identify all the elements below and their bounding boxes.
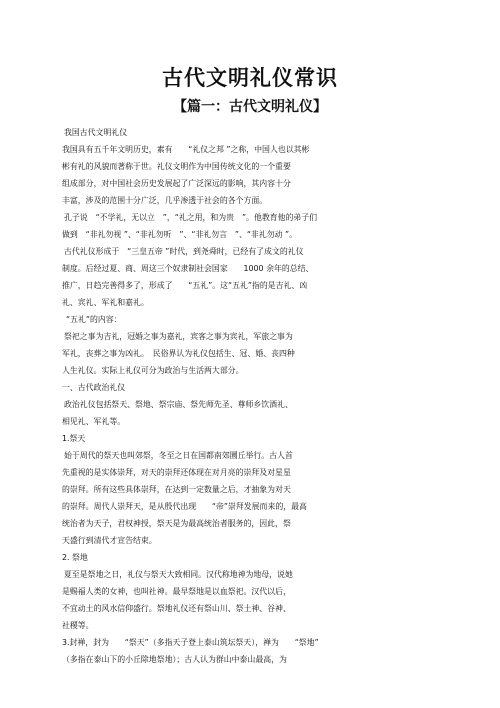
- body-line: 的崇拜。所有这些具体崇拜，在达到一定数量之后，才抽象为对天: [62, 485, 291, 494]
- body-line: “五礼”的内容：: [66, 315, 122, 324]
- body-line: 孔子说 “不学礼，无以立 ”，“礼之用，和为贵 ”。他教育他的弟子们: [64, 213, 318, 222]
- body-line: 我国古代文明礼仪: [64, 128, 128, 137]
- body-line: 彬有礼的风貌而著称于世。礼仪文明作为中国传统文化的一个重要: [62, 162, 291, 171]
- body-line: 社稷等。: [62, 621, 94, 630]
- body-line: （多指在泰山下的小丘除地祭地）；古人认为群山中泰山最高，为: [62, 655, 287, 664]
- body-line: 丰富，涉及的范围十分广泛，几乎渗透于社会的各个方面。: [62, 196, 268, 205]
- body-line: 祭祀之事为吉礼，冠婚之事为嘉礼，宾客之事为宾礼，军旅之事为: [64, 332, 293, 341]
- body-line: 天盛行到清代才宣告结束。: [62, 536, 157, 545]
- page-title: 古代文明礼仪常识: [162, 66, 338, 90]
- body-line: 1.祭天: [62, 434, 86, 443]
- body-line: 始于周代的祭天也叫郊祭，冬至之日在国都南郊圜丘举行。古人首: [64, 451, 293, 460]
- body-line: 一、古代政治礼仪: [62, 383, 126, 392]
- body-line: 是赐福人类的女神，也叫社神。最早祭地是以血祭祀。汉代以后，: [62, 587, 291, 596]
- body-line: 政治礼仪包括祭天、祭地、祭宗庙、祭先师先圣、尊师乡饮酒礼、: [64, 400, 293, 409]
- body-line: 我国具有五千年文明历史，素有 “礼仪之邦 ”之称，中国人也以其彬: [62, 145, 310, 154]
- body-line: 古代礼仪形成于 “三皇五帝 ”时代，到尧舜时，已经有了成文的礼仪: [64, 247, 304, 256]
- body-line: 统治者为天子，君权神授，祭天是为最高统治者服务的，因此，祭: [62, 519, 291, 528]
- section-heading: 【篇一：古代文明礼仪】: [173, 99, 327, 115]
- body-line: 人生礼仪。实际上礼仪可分为政治与生活两大部分。: [62, 366, 244, 375]
- body-line: 做到 “非礼勿视 ”、“非礼勿听 ”、“非礼勿言 ”、“非礼勿动 ”。: [62, 230, 297, 239]
- body-line: 2. 祭地: [62, 553, 88, 562]
- body-line: 组成部分，对中国社会历史发展起了广泛深远的影响，其内容十分: [62, 179, 291, 188]
- body-line: 推广，日趋完善得多了，形成了 “五礼”。这“五礼”指的是吉礼、凶: [62, 281, 308, 290]
- body-line: 3.封禅，封为 “祭天”（多指天子登上泰山筑坛祭天），禅为 “祭地”: [62, 638, 319, 647]
- body-line: 的崇拜。周代人崇拜天，是从殷代出现 “帝”崇拜发展而来的，最高: [62, 502, 307, 511]
- body-line: 制度。后经过夏、商、周这三个奴隶制社会国家 1000 余年的总结、: [62, 264, 314, 273]
- body-line: 军礼，丧葬之事为凶礼。 民俗界认为礼仪包括生、冠、婚、丧四种: [62, 349, 295, 358]
- body-line: 相见礼、军礼等。: [62, 417, 126, 426]
- body-line: 先重视的是实体崇拜，对天的崇拜还体现在对月亮的崇拜及对星星: [62, 468, 291, 477]
- body-line: 夏至是祭地之日，礼仪与祭天大致相同。汉代称地神为地母，说她: [64, 570, 293, 579]
- body-line: 礼、宾礼、军礼和嘉礼。: [62, 298, 149, 307]
- body-line: 不宜动土的风水信仰盛行。祭地礼仪还有祭山川、祭土神、谷神、: [62, 604, 291, 613]
